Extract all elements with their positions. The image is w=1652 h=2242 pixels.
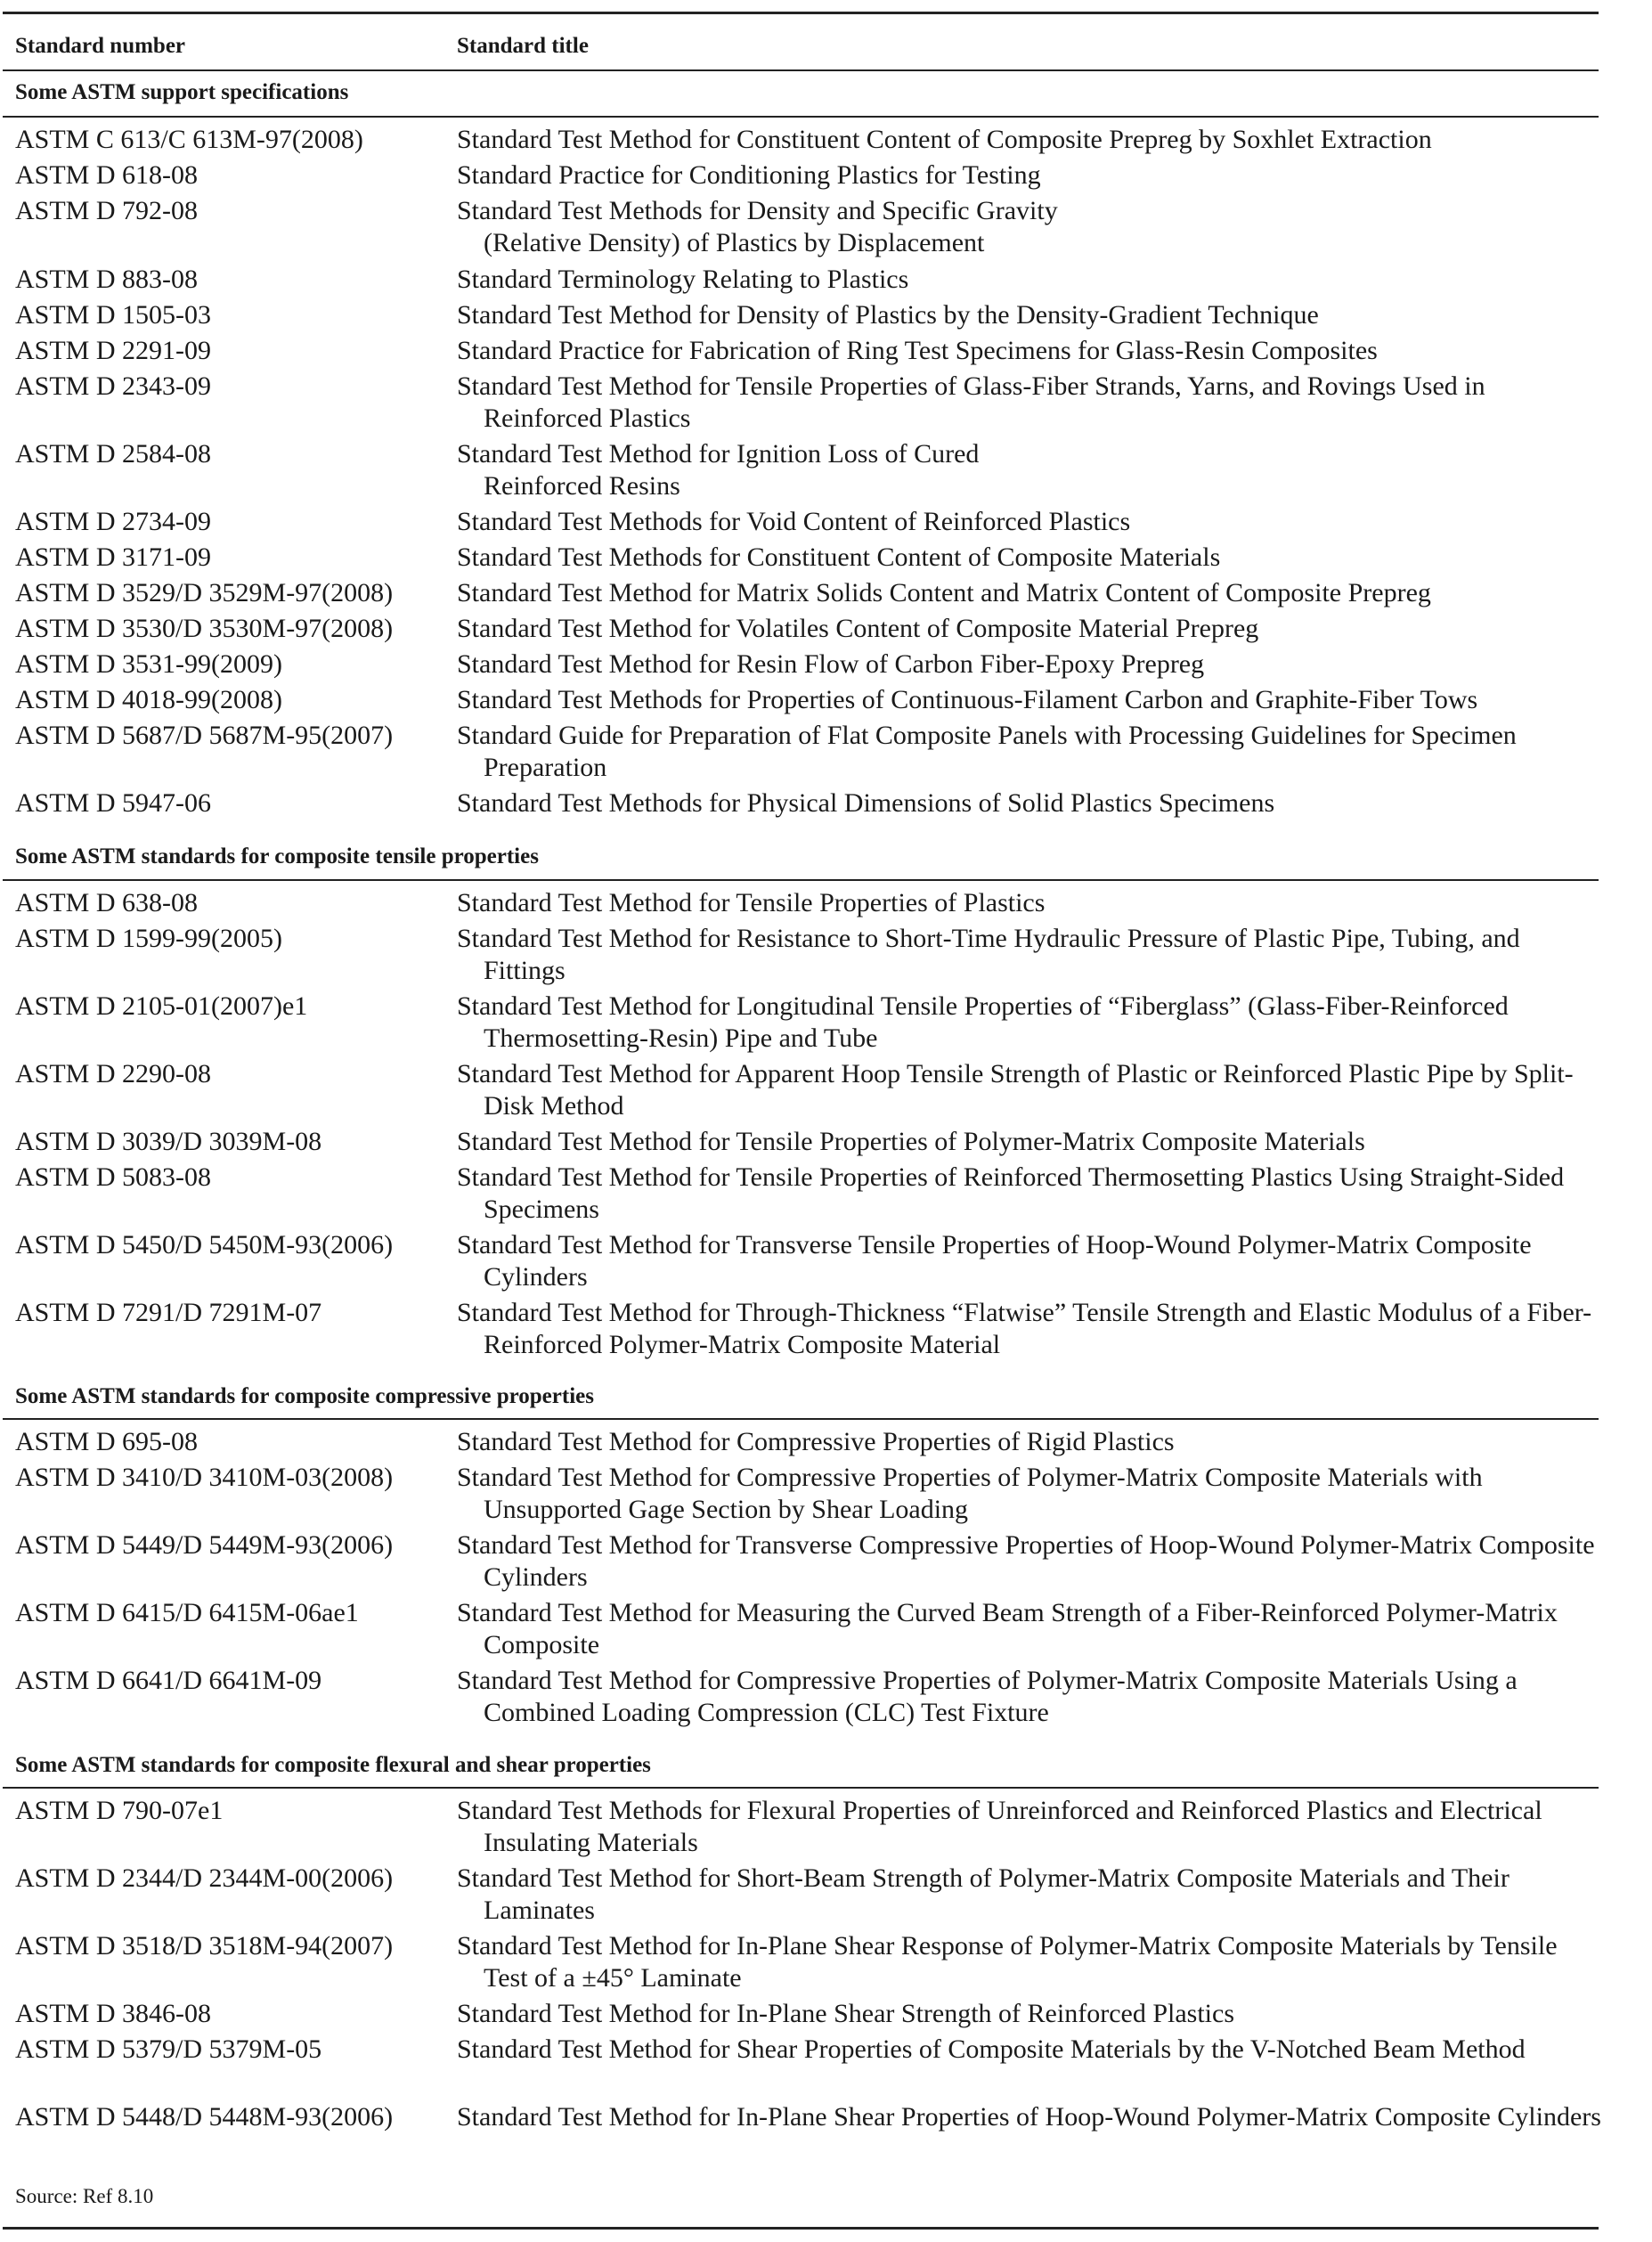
section-rule-flexural-shear — [3, 1787, 1599, 1789]
standard-number: ASTM C 613/C 613M-97(2008) — [15, 125, 363, 154]
source-note: Source: Ref 8.10 — [15, 2185, 154, 2207]
standard-title: Standard Test Method for Apparent Hoop Tensile Strength of Plastic or Reinforced Plastic Pipe by Split-Disk Method — [457, 1059, 1574, 1121]
standard-number: ASTM D 5687/D 5687M-95(2007) — [15, 721, 394, 750]
standard-number: ASTM D 883-08 — [15, 265, 199, 294]
standard-number: ASTM D 3846-08 — [15, 1999, 212, 2028]
standard-title: Standard Test Method for Through-Thickness “Flatwise” Tensile Strength and Elastic Modulus of a Fiber-Reinforced Polymer-Matrix Composite Material — [457, 1298, 1592, 1359]
standard-number: ASTM D 5379/D 5379M-05 — [15, 2034, 322, 2064]
standard-title: Standard Test Method for Resin Flow of Carbon Fiber-Epoxy Prepreg — [457, 649, 1205, 679]
standard-number: ASTM D 3410/D 3410M-03(2008) — [15, 1463, 394, 1492]
standard-number: ASTM D 2734-09 — [15, 507, 212, 536]
table-header-row — [0, 32, 1652, 68]
standard-number: ASTM D 5947-06 — [15, 788, 212, 818]
standard-title: Standard Test Method for In-Plane Shear Properties of Hoop-Wound Polymer-Matrix Composite Cylinders — [457, 2102, 1601, 2132]
standard-title: Standard Test Methods for Void Content of Reinforced Plastics — [457, 507, 1131, 536]
standard-number: ASTM D 1505-03 — [15, 300, 212, 330]
standard-title: Standard Test Methods for Properties of Continuous-Filament Carbon and Graphite-Fiber Tows — [457, 685, 1478, 714]
standard-number: ASTM D 1599-99(2005) — [15, 924, 282, 953]
standard-title: Standard Practice for Fabrication of Ring Test Specimens for Glass-Resin Composites — [457, 336, 1378, 365]
standard-title: Standard Test Method for Shear Properties of Composite Materials by the V-Notched Beam Method — [457, 2034, 1526, 2064]
standard-title: Standard Test Method for Ignition Loss of Cured Reinforced Resins — [457, 439, 980, 501]
section-rule-compressive — [3, 1418, 1599, 1420]
standard-title: Standard Test Methods for Physical Dimensions of Solid Plastics Specimens — [457, 788, 1275, 818]
standard-title: Standard Test Method for Density of Plastics by the Density-Gradient Technique — [457, 300, 1319, 330]
header-standard-title: Standard title — [457, 34, 589, 58]
standard-number: ASTM D 638-08 — [15, 888, 199, 917]
standard-title: Standard Test Method for Matrix Solids Content and Matrix Content of Composite Prepreg — [457, 578, 1431, 607]
standard-number: ASTM D 5450/D 5450M-93(2006) — [15, 1230, 394, 1260]
standard-title: Standard Test Method for Compressive Properties of Polymer-Matrix Composite Materials Using a Combined Loading Compression (CLC) Test Fixture — [457, 1666, 1518, 1727]
standard-title: Standard Test Method for Tensile Properties of Polymer-Matrix Composite Materials — [457, 1127, 1365, 1156]
section-rule-support — [3, 116, 1599, 118]
standard-number: ASTM D 4018-99(2008) — [15, 685, 282, 714]
section-heading-support: Some ASTM support specifications — [15, 80, 349, 104]
standard-title: Standard Test Method for Volatiles Content of Composite Material Prepreg — [457, 614, 1259, 643]
standard-title: Standard Test Method for Compressive Properties of Rigid Plastics — [457, 1427, 1175, 1456]
standard-title: Standard Test Method for Resistance to Short-Time Hydraulic Pressure of Plastic Pipe, Tubing, and Fittings — [457, 924, 1520, 985]
standard-number: ASTM D 7291/D 7291M-07 — [15, 1298, 322, 1327]
standard-title: Standard Terminology Relating to Plastics — [457, 265, 909, 294]
section-heading-flexural-shear: Some ASTM standards for composite flexural and shear properties — [15, 1753, 651, 1777]
standard-title: Standard Test Method for Transverse Tensile Properties of Hoop-Wound Polymer-Matrix Composite Cylinders — [457, 1230, 1532, 1292]
header-standard-number: Standard number — [15, 34, 186, 58]
standard-title: Standard Test Method for Compressive Properties of Polymer-Matrix Composite Materials with Unsupported Gage Section by Shear Loading — [457, 1463, 1483, 1524]
section-rule-tensile — [3, 879, 1599, 881]
standard-number: ASTM D 3039/D 3039M-08 — [15, 1127, 322, 1156]
standard-title: Standard Test Method for Longitudinal Tensile Properties of “Fiberglass” (Glass-Fiber-Reinforced Thermosetting-Resin) Pipe and Tube — [457, 991, 1509, 1053]
standard-title: Standard Guide for Preparation of Flat Composite Panels with Processing Guidelines for Specimen Preparation — [457, 721, 1517, 782]
section-heading-tensile: Some ASTM standards for composite tensile properties — [15, 844, 539, 868]
standard-number: ASTM D 790-07e1 — [15, 1796, 224, 1825]
standard-title: Standard Test Methods for Flexural Properties of Unreinforced and Reinforced Plastics and Electrical Insulating Materials — [457, 1796, 1542, 1857]
standard-title: Standard Test Method for Constituent Content of Composite Prepreg by Soxhlet Extraction — [457, 125, 1432, 154]
standard-number: ASTM D 6415/D 6415M-06ae1 — [15, 1598, 359, 1627]
table-bottom-rule — [3, 2227, 1599, 2230]
standard-title: Standard Test Methods for Constituent Content of Composite Materials — [457, 542, 1221, 572]
standard-number: ASTM D 2584-08 — [15, 439, 212, 469]
standard-title: Standard Test Method for Tensile Properties of Glass-Fiber Strands, Yarns, and Rovings Used in Reinforced Plastics — [457, 371, 1485, 433]
standard-number: ASTM D 3529/D 3529M-97(2008) — [15, 578, 394, 607]
standard-number: ASTM D 5449/D 5449M-93(2006) — [15, 1530, 394, 1560]
standard-number: ASTM D 2290-08 — [15, 1059, 212, 1088]
standard-number: ASTM D 2343-09 — [15, 371, 212, 401]
standard-title: Standard Test Method for Tensile Properties of Reinforced Thermosetting Plastics Using Straight-Sided Specimens — [457, 1162, 1565, 1224]
standard-title: Standard Test Method for Transverse Compressive Properties of Hoop-Wound Polymer-Matrix Composite Cylinders — [457, 1530, 1595, 1592]
standard-number: ASTM D 2344/D 2344M-00(2006) — [15, 1863, 394, 1893]
standard-number: ASTM D 5083-08 — [15, 1162, 212, 1192]
header-bottom-rule — [3, 69, 1599, 71]
standard-number: ASTM D 618-08 — [15, 160, 199, 190]
standard-number: ASTM D 3531-99(2009) — [15, 649, 282, 679]
standard-number: ASTM D 6641/D 6641M-09 — [15, 1666, 322, 1695]
standard-title: Standard Test Method for In-Plane Shear Response of Polymer-Matrix Composite Materials by Tensile Test of a ±45° Laminate — [457, 1931, 1558, 1993]
standard-number: ASTM D 792-08 — [15, 196, 199, 225]
standard-title: Standard Test Method for In-Plane Shear Strength of Reinforced Plastics — [457, 1999, 1234, 2028]
standard-number: ASTM D 2105-01(2007)e1 — [15, 991, 308, 1021]
standard-title: Standard Test Method for Short-Beam Strength of Polymer-Matrix Composite Materials and Their Laminates — [457, 1863, 1510, 1925]
standard-number: ASTM D 5448/D 5448M-93(2006) — [15, 2102, 394, 2132]
standard-number: ASTM D 2291-09 — [15, 336, 212, 365]
table-top-rule — [3, 12, 1599, 14]
standard-title: Standard Test Method for Tensile Properties of Plastics — [457, 888, 1046, 917]
standard-title: Standard Practice for Conditioning Plastics for Testing — [457, 160, 1041, 190]
standard-number: ASTM D 3171-09 — [15, 542, 212, 572]
section-heading-compressive: Some ASTM standards for composite compressive properties — [15, 1384, 594, 1408]
standard-number: ASTM D 3518/D 3518M-94(2007) — [15, 1931, 394, 1961]
standard-number: ASTM D 695-08 — [15, 1427, 199, 1456]
standard-title: Standard Test Method for Measuring the Curved Beam Strength of a Fiber-Reinforced Polymer-Matrix Composite — [457, 1598, 1558, 1659]
standard-number: ASTM D 3530/D 3530M-97(2008) — [15, 614, 394, 643]
standard-title: Standard Test Methods for Density and Specific Gravity (Relative Density) of Plastics by Displacement — [457, 196, 1058, 257]
